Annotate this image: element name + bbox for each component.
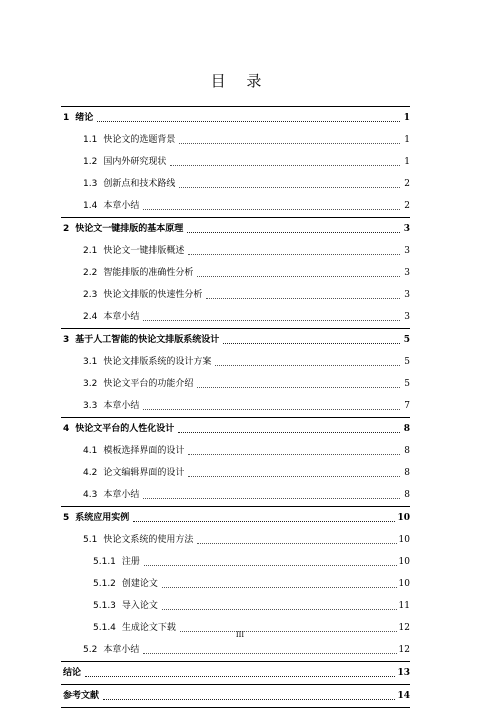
toc-entry-title: 快论文的选题背景 <box>103 134 176 145</box>
dot-leader <box>162 609 397 610</box>
table-of-contents <box>61 106 410 708</box>
toc-section-entry[interactable] <box>61 195 410 217</box>
toc-entry-label <box>83 247 186 256</box>
toc-entry-title: 快论文排版系统的设计方案 <box>103 356 212 367</box>
toc-entry-number: 4 <box>63 423 70 434</box>
toc-chapter-entry[interactable] <box>61 418 410 440</box>
toc-entry-number: 3.3 <box>83 400 98 411</box>
dot-leader <box>188 254 400 255</box>
toc-entry-page: 8 <box>404 489 410 500</box>
toc-section-entry[interactable] <box>61 129 410 151</box>
toc-entry-title: 本章小结 <box>103 311 140 322</box>
toc-subsection-entry[interactable] <box>61 551 410 573</box>
dot-leader <box>187 232 400 233</box>
dot-leader <box>206 298 400 299</box>
dot-leader <box>143 320 400 321</box>
toc-entry-label <box>83 269 195 278</box>
toc-entry-label <box>83 158 168 167</box>
toc-entry-label <box>93 558 142 567</box>
toc-entry-number: 4.1 <box>83 445 98 456</box>
toc-entry-number: 1.3 <box>83 178 98 189</box>
toc-entry-page: 5 <box>404 356 410 367</box>
toc-entry-label <box>83 136 177 145</box>
toc-section-entry[interactable] <box>61 529 410 551</box>
toc-entry-label <box>83 469 186 478</box>
toc-entry-label <box>83 380 195 389</box>
toc-subsection-entry[interactable] <box>61 595 410 617</box>
toc-entry-title: 创新点和技术路线 <box>103 178 176 189</box>
toc-entry-label <box>83 180 177 189</box>
toc-entry-page: 8 <box>403 423 410 434</box>
toc-entry-page: 1 <box>404 156 410 167</box>
dot-leader <box>170 165 400 166</box>
page-number: III <box>235 631 245 639</box>
toc-entry-page: 8 <box>404 467 410 478</box>
toc-entry-title: 快论文一键排版概述 <box>103 245 185 256</box>
toc-entry-title: 生成论文下载 <box>121 622 176 633</box>
toc-entry-title: 本章小结 <box>103 200 140 211</box>
toc-entry-label <box>83 313 141 322</box>
toc-chapter-entry[interactable] <box>61 329 410 351</box>
toc-entry-page: 1 <box>404 134 410 145</box>
toc-entry-number: 2.3 <box>83 289 98 300</box>
toc-entry-label <box>63 669 83 678</box>
toc-chapter-entry[interactable] <box>61 218 410 240</box>
toc-subsection-entry[interactable] <box>61 573 410 595</box>
toc-entry-label <box>83 358 213 367</box>
toc-entry-page: 2 <box>404 178 410 189</box>
toc-entry-page: 11 <box>398 600 410 611</box>
toc-section-entry[interactable] <box>61 440 410 462</box>
dot-leader <box>143 653 396 654</box>
dot-leader <box>197 276 400 277</box>
toc-entry-number: 4.3 <box>83 489 98 500</box>
toc-entry-title: 本章小结 <box>103 644 140 655</box>
toc-entry-page: 10 <box>397 512 410 523</box>
toc-entry-number: 2.4 <box>83 311 98 322</box>
dot-leader <box>85 676 395 677</box>
toc-entry-number: 1.4 <box>83 200 98 211</box>
toc-entry-number: 5.1 <box>83 534 98 545</box>
toc-entry-label <box>83 202 141 211</box>
toc-entry-page: 3 <box>404 267 410 278</box>
toc-entry-label <box>63 336 221 345</box>
toc-section-entry[interactable] <box>61 306 410 328</box>
dot-leader <box>143 498 400 499</box>
toc-entry-number: 5.1.4 <box>93 622 116 633</box>
toc-entry-number: 5.1.1 <box>93 556 116 567</box>
toc-entry-number: 5 <box>63 512 70 523</box>
dot-leader <box>103 699 395 700</box>
toc-entry-title: 绪论 <box>75 112 94 123</box>
toc-entry-number: 2.2 <box>83 267 98 278</box>
toc-entry-title: 快论文平台的人性化设计 <box>75 423 175 434</box>
toc-entry-number: 3.1 <box>83 356 98 367</box>
toc-section-entry[interactable] <box>61 462 410 484</box>
toc-entry-number: 5.1.2 <box>93 578 116 589</box>
toc-entry-page: 5 <box>403 334 410 345</box>
dot-leader <box>144 565 397 566</box>
toc-entry-number: 5.2 <box>83 644 98 655</box>
toc-entry-page: 14 <box>397 690 410 701</box>
toc-entry-page: 3 <box>404 289 410 300</box>
dot-leader <box>133 521 395 522</box>
toc-entry-label <box>63 425 176 434</box>
toc-entry-title: 快论文一键排版的基本原理 <box>75 223 184 234</box>
toc-section-entry[interactable] <box>61 395 410 417</box>
toc-heading: 目 录 <box>210 72 270 90</box>
dot-leader <box>223 343 400 344</box>
toc-entry-title: 基于人工智能的快论文排版系统设计 <box>75 334 220 345</box>
dot-leader <box>188 476 400 477</box>
toc-entry-page: 1 <box>403 112 410 123</box>
toc-section-entry[interactable] <box>61 284 410 306</box>
toc-entry-title: 导入论文 <box>121 600 158 611</box>
toc-entry-number: 1 <box>63 112 70 123</box>
toc-section-entry[interactable] <box>61 484 410 506</box>
dot-leader <box>178 432 400 433</box>
dot-leader <box>188 454 400 455</box>
toc-entry-number: 1.2 <box>83 156 98 167</box>
toc-entry-label <box>63 514 131 523</box>
toc-entry-label <box>93 580 160 589</box>
toc-entry-title: 快论文系统的使用方法 <box>103 534 194 545</box>
dot-leader <box>179 187 400 188</box>
toc-chapter-entry[interactable] <box>61 662 410 684</box>
toc-entry-title: 结论 <box>63 667 82 678</box>
toc-entry-title: 创建论文 <box>121 578 158 589</box>
dot-leader <box>179 143 400 144</box>
toc-entry-page: 3 <box>403 223 410 234</box>
toc-entry-page: 10 <box>398 534 410 545</box>
toc-chapter-entry[interactable] <box>61 685 410 707</box>
toc-entry-label <box>93 602 160 611</box>
toc-entry-number: 3 <box>63 334 70 345</box>
toc-entry-title: 模板选择界面的设计 <box>103 445 185 456</box>
dot-leader <box>162 587 397 588</box>
dot-leader <box>215 365 400 366</box>
toc-entry-page: 13 <box>397 667 410 678</box>
toc-entry-title: 注册 <box>121 556 140 567</box>
toc-entry-number: 5.1.3 <box>93 600 116 611</box>
toc-entry-page: 3 <box>404 311 410 322</box>
toc-entry-label <box>83 291 204 300</box>
toc-entry-title: 智能排版的准确性分析 <box>103 267 194 278</box>
toc-entry-label <box>63 692 101 701</box>
toc-entry-number: 4.2 <box>83 467 98 478</box>
toc-entry-label <box>83 646 141 655</box>
toc-entry-label <box>83 447 186 456</box>
toc-entry-page: 12 <box>398 644 410 655</box>
toc-section-entry[interactable] <box>61 262 410 284</box>
toc-section-entry[interactable] <box>61 351 410 373</box>
toc-chapter-entry[interactable] <box>61 507 410 529</box>
dot-leader <box>143 409 400 410</box>
toc-entry-title: 系统应用实例 <box>75 512 130 523</box>
toc-entry-label <box>63 114 95 123</box>
toc-section-entry[interactable] <box>61 373 410 395</box>
toc-entry-title: 本章小结 <box>103 400 140 411</box>
toc-entry-label <box>63 225 185 234</box>
toc-entry-number: 1.1 <box>83 134 98 145</box>
toc-chapter-entry[interactable] <box>61 107 410 129</box>
dot-leader <box>97 121 400 122</box>
toc-entry-label <box>83 402 141 411</box>
dot-leader <box>197 543 396 544</box>
toc-entry-title: 论文编辑界面的设计 <box>103 467 185 478</box>
toc-entry-number: 2 <box>63 223 70 234</box>
toc-entry-page: 10 <box>398 578 410 589</box>
toc-entry-page: 8 <box>404 445 410 456</box>
toc-entry-number: 2.1 <box>83 245 98 256</box>
toc-section-entry[interactable] <box>61 173 410 195</box>
toc-entry-title: 快论文排版的快速性分析 <box>103 289 203 300</box>
dot-leader <box>197 387 400 388</box>
toc-section-entry[interactable] <box>61 151 410 173</box>
toc-entry-page: 3 <box>404 245 410 256</box>
toc-entry-label <box>83 536 195 545</box>
toc-entry-page: 5 <box>404 378 410 389</box>
toc-entry-title: 本章小结 <box>103 489 140 500</box>
toc-entry-page: 7 <box>404 400 410 411</box>
toc-entry-title: 快论文平台的功能介绍 <box>103 378 194 389</box>
toc-entry-page: 2 <box>404 200 410 211</box>
toc-entry-title: 国内外研究现状 <box>103 156 167 167</box>
toc-entry-page: 12 <box>398 622 410 633</box>
toc-section-entry[interactable] <box>61 240 410 262</box>
toc-entry-title: 参考文献 <box>63 690 100 701</box>
dot-leader <box>143 209 400 210</box>
toc-entry-number: 3.2 <box>83 378 98 389</box>
toc-entry-page: 10 <box>398 556 410 567</box>
toc-entry-label <box>83 491 141 500</box>
toc-section-entry[interactable] <box>61 639 410 661</box>
